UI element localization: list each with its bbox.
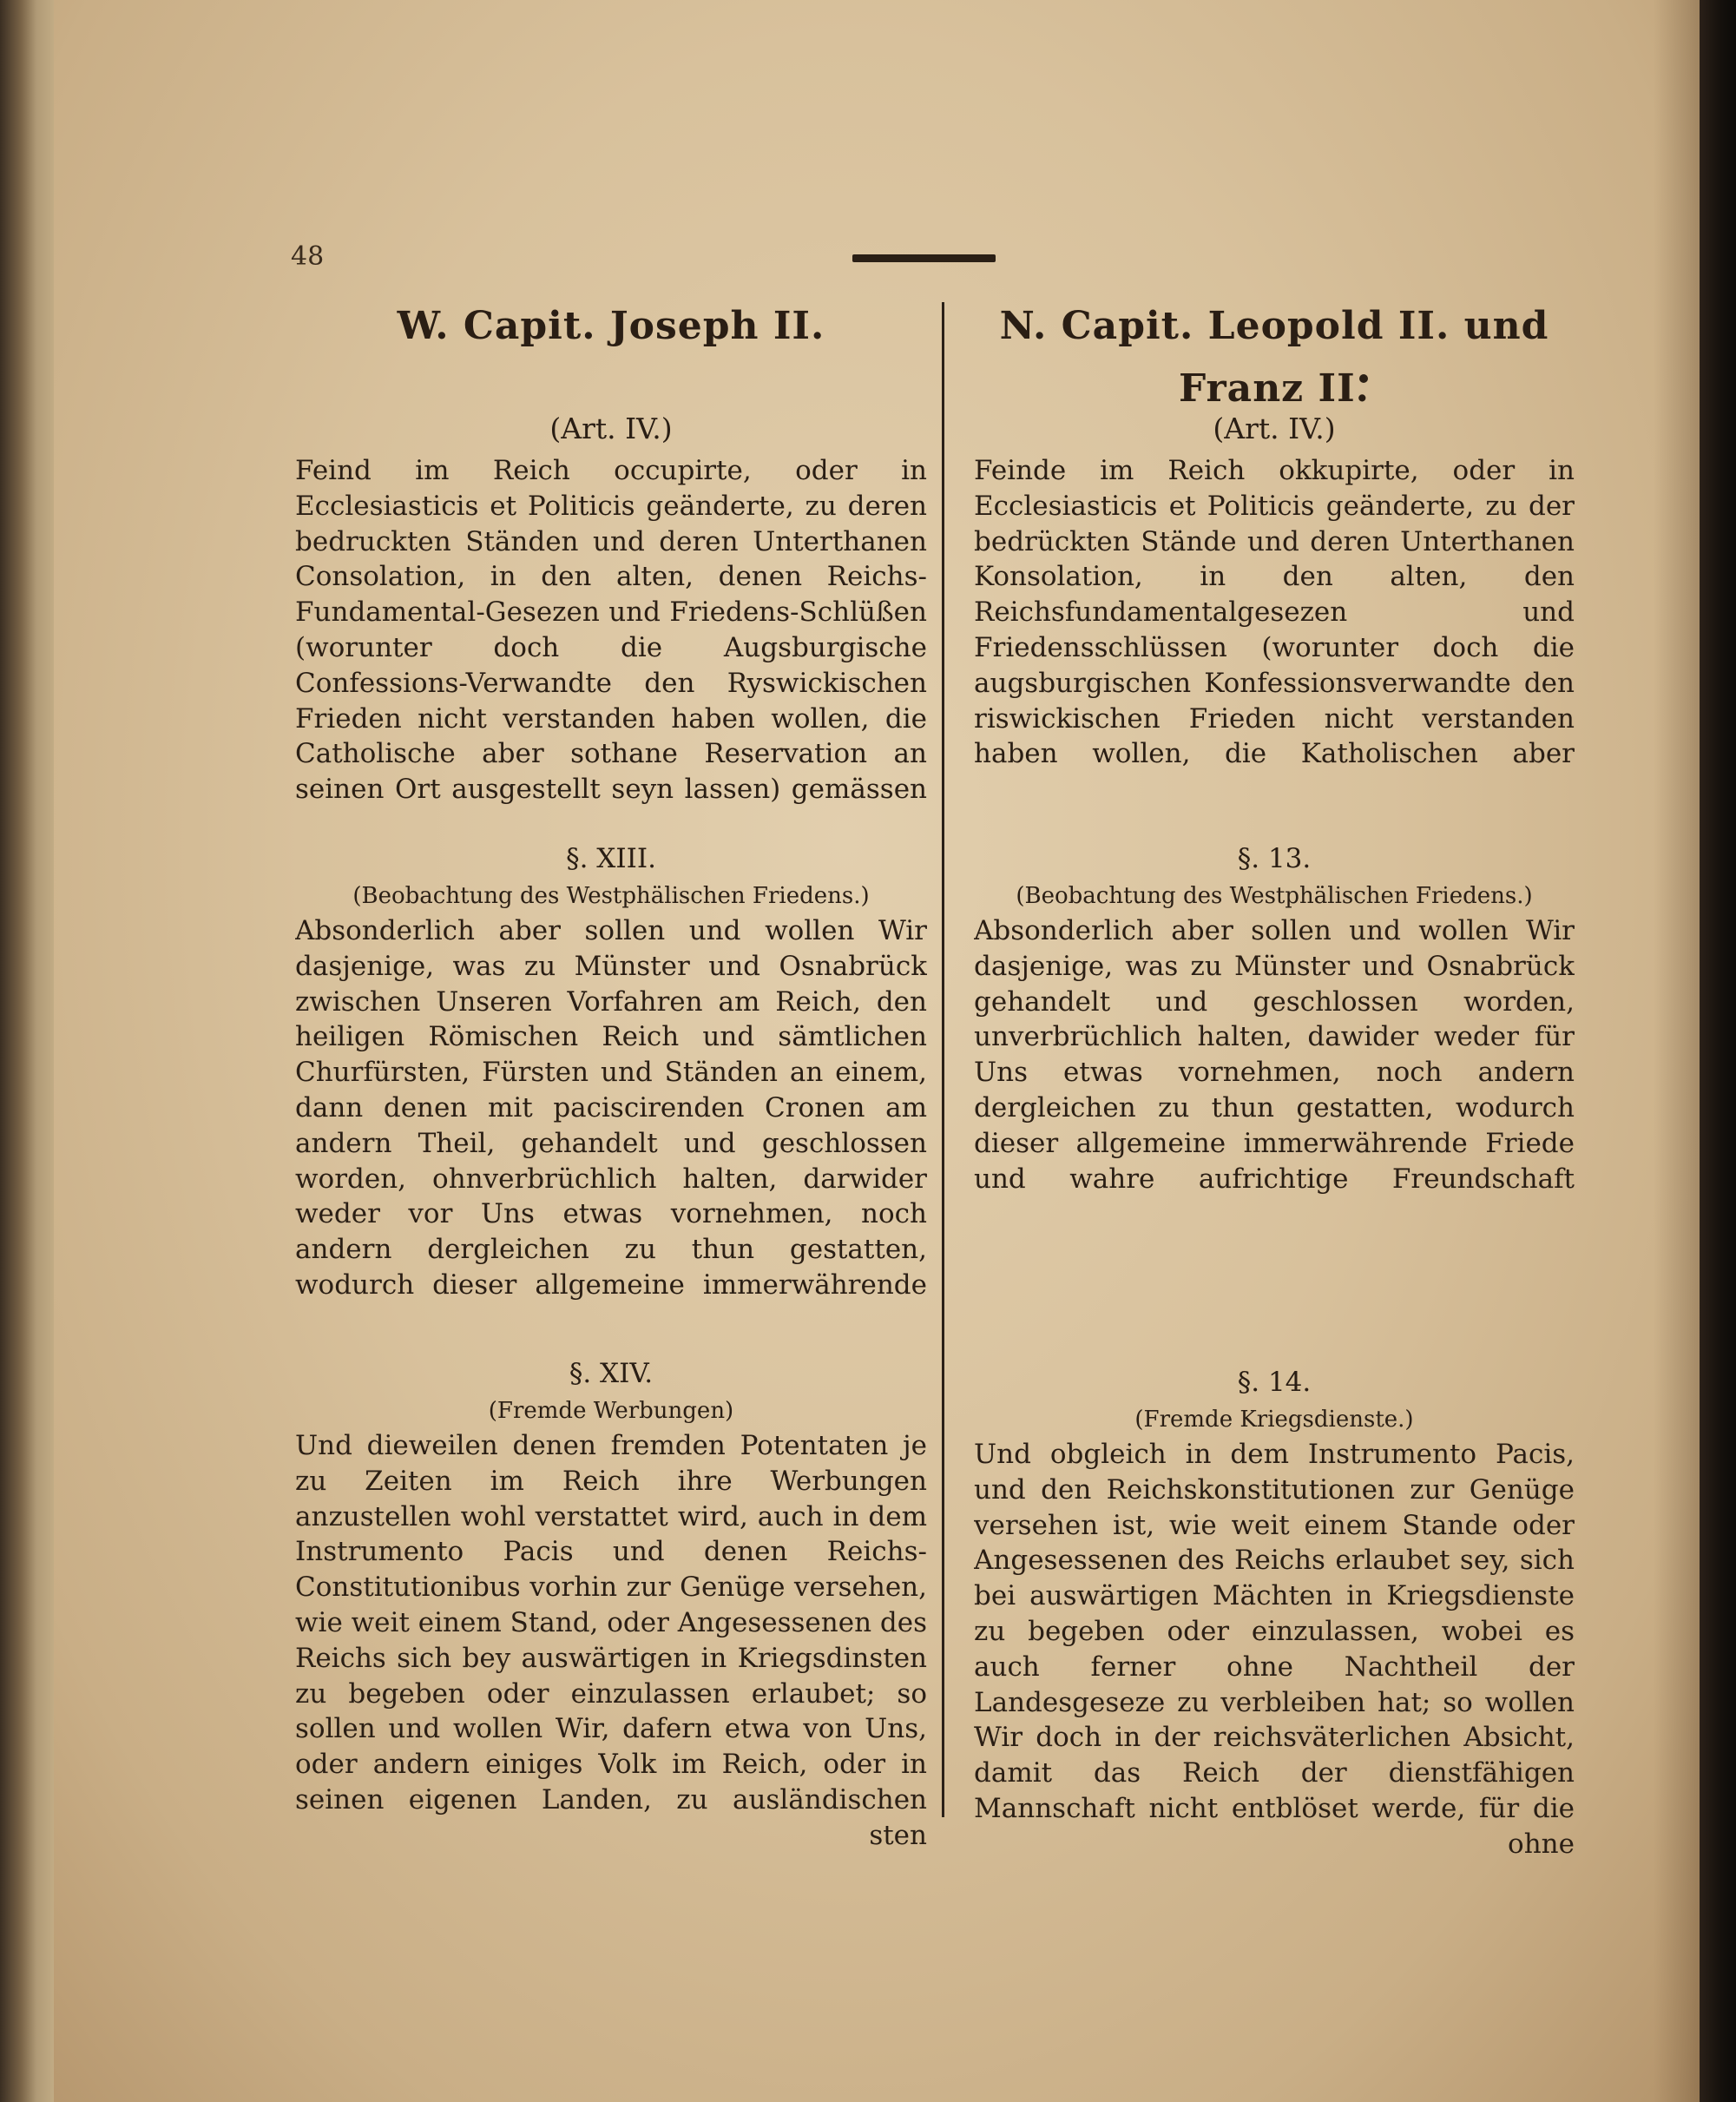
left-section-13-subtitle: (Beobachtung des Westphälischen Friedens.)	[352, 883, 870, 909]
right-section-14-title: §. 14.	[1237, 1367, 1312, 1398]
left-section-14-text: Und dieweilen denen fremden Potentaten je zu Zeiten im Reich ihre Werbungen anzustellen wohl verstattet wird, auch in dem Instrumento Pacis und denen Reichs-Constitutionibus vorhin zur Genüge versehen, wie weit einem Stand, oder Angesessenen des Reichs sich bey auswärtigen in Kriegsdinsten zu begeben oder einzulassen erlaubet; so sollen und wollen Wir, dafern etwa von Uns, oder andern einiges Volk im Reich, oder in seinen eigenen Landen, zu ausländischen	[295, 1430, 927, 1815]
right-section-14-subtitle: (Fremde Kriegsdienste.)	[1134, 1407, 1414, 1433]
book-edge-right	[1700, 0, 1736, 2102]
right-section-13-text: Absonderlich aber sollen und wollen Wir dasjenige, was zu Münster und Osnabrück gehandelt und geschlossen worden, unverbrüchlich halten, dawider weder für Uns etwas vornehmen, noch andern dergleichen zu thun gestatten, wodurch dieser allgemeine immerwährende Friede und wahre aufrichtige Freundschaft	[974, 915, 1575, 1195]
left-section-13-text: Absonderlich aber sollen und wollen Wir dasjenige, was zu Münster und Osnabrück zwischen Unseren Vorfahren am Reich, den heiligen Römischen Reich und sämtlichen Churfürsten, Fürsten und Ständen an einem, dann denen mit paciscirenden Cronen am andern Theil, gehandelt und geschlossen worden, ohnverbrüchlich halten, darwider weder vor Uns etwas vornehmen, noch andern dergleichen zu thun gestatten, wodurch dieser allgemeine immerwährende	[295, 915, 927, 1301]
column-divider	[942, 302, 944, 1817]
right-section-13-title: §. 13.	[1237, 843, 1312, 874]
right-column	[974, 295, 1575, 1862]
right-section-13-subtitle: (Beobachtung des Westphälischen Friedens.)	[1016, 883, 1533, 909]
left-column-title: W. Capit. Joseph II.	[397, 304, 825, 348]
right-article-label: (Art. IV.)	[1213, 412, 1336, 445]
left-article-label: (Art. IV.)	[549, 412, 673, 445]
left-section-14-title: §. XIV.	[569, 1358, 654, 1389]
page-gutter-shadow	[1654, 0, 1706, 2102]
left-section-14-subtitle: (Fremde Werbungen)	[488, 1398, 734, 1424]
page-number: 48	[291, 241, 325, 272]
left-section-13-title: §. XIII.	[566, 843, 656, 874]
right-catchword: ohne	[1508, 1829, 1575, 1860]
left-catchword: sten	[869, 1820, 927, 1851]
book-edge-left	[0, 0, 61, 2102]
right-article-text: Feinde im Reich okkupirte, oder in Ecclesiasticis et Politicis geänderte, zu der bedrückten Stände und deren Unterthanen Konsolation, in den alten, den Reichsfundamentalgesezen und Friedensschlüssen (worunter doch die augsburgischen Konfessionsverwandte den riswickischen Frieden nicht verstanden haben wollen, die Katholischen aber	[974, 455, 1575, 770]
left-article-text: Feind im Reich occupirte, oder in Ecclesiasticis et Politicis geänderte, zu deren bedruckten Ständen und deren Unterthanen Consolation, in den alten, denen Reichs-Fundamental-Gesezen und Friedens-Schlüßen (worunter doch die Augsburgische Confessions-Verwandte den Ryswickischen Frieden nicht verstanden haben wollen, die Catholische aber sothane Reservation an seinen Ort ausgestellt seyn lassen) gemässen	[295, 455, 927, 806]
right-section-14-text: Und obgleich in dem Instrumento Pacis, und den Reichskonstitutionen zur Genüge versehen ist, wie weit einem Stande oder Angesessenen des Reichs erlaubet sey, sich bei auswärtigen Mächten in Kriegsdienste zu begeben oder einzulassen, wobei es auch ferner ohne Nachtheil der Landesgeseze zu verbleiben hat; so wollen Wir doch in der reichsväterlichen Absicht, damit das Reich der dienstfähigen Mannschaft nicht entblöset werde, für die	[974, 1439, 1575, 1824]
left-column	[295, 295, 927, 1854]
header-rule	[852, 254, 996, 262]
right-column-title: N. Capit. Leopold II. und Franz II.	[999, 304, 1549, 411]
